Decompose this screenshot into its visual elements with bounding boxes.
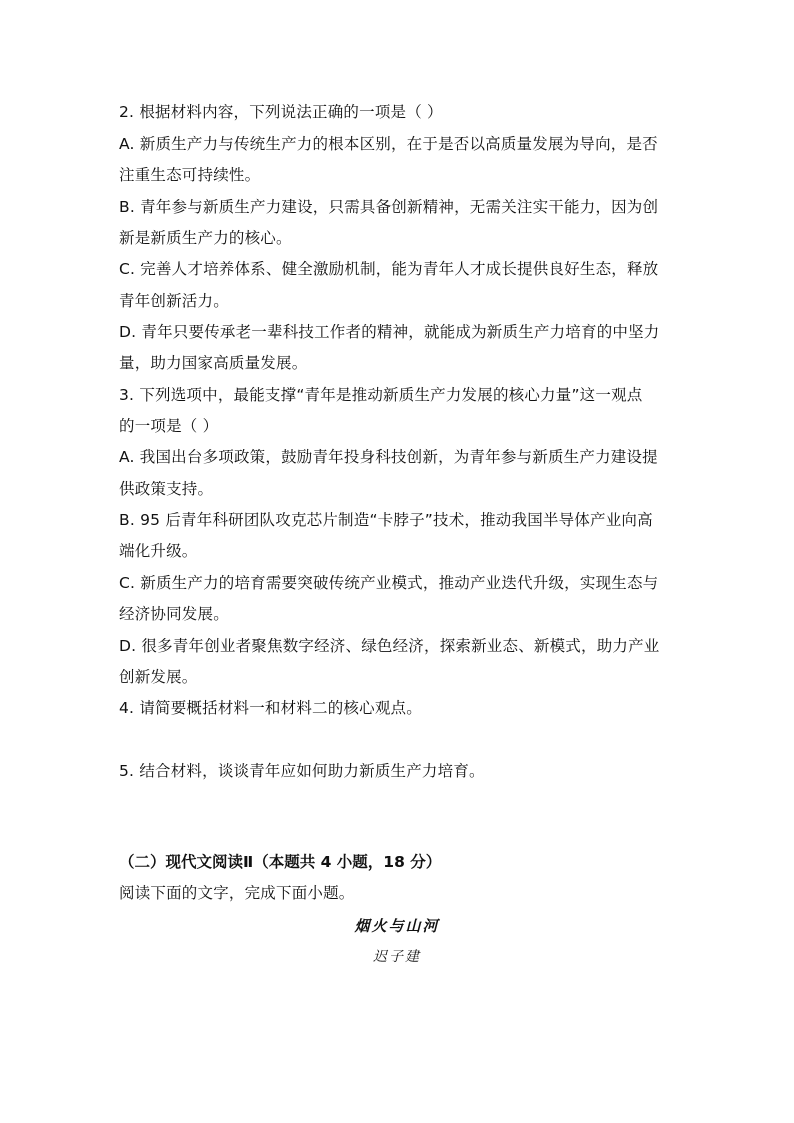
question-2-option-b: B. 青年参与新质生产力建设，只需具备创新精神，无需关注实干能力，因为创: [119, 198, 659, 216]
section-heading: （二）现代文阅读Ⅱ（本题共 4 小题，18 分）: [119, 853, 442, 871]
question-2-option-a: A. 新质生产力与传统生产力的根本区别，在于是否以高质量发展为导向，是否: [119, 135, 658, 153]
question-3-option-a: A. 我国出台多项政策，鼓励青年投身科技创新，为青年参与新质生产力建设提: [119, 448, 658, 466]
question-3-option-c-cont: 经济协同发展。: [119, 605, 229, 623]
section-instruction: 阅读下面的文字，完成下面小题。: [119, 884, 355, 902]
question-3-option-a-cont: 供政策支持。: [119, 480, 214, 498]
question-2-stem: 2. 根据材料内容，下列说法正确的一项是（ ）: [119, 103, 443, 121]
question-2-option-b-cont: 新是新质生产力的核心。: [119, 229, 292, 247]
question-2-option-d: D. 青年只要传承老一辈科技工作者的精神，就能成为新质生产力培育的中坚力: [119, 323, 660, 341]
question-2-option-d-cont: 量，助力国家高质量发展。: [119, 354, 308, 372]
question-3-option-c: C. 新质生产力的培育需要突破传统产业模式，推动产业迭代升级，实现生态与: [119, 574, 659, 592]
passage-title: 烟火与山河: [354, 917, 440, 935]
question-2-option-a-cont: 注重生态可持续性。: [119, 166, 261, 184]
question-3-option-d: D. 很多青年创业者聚焦数字经济、绿色经济，探索新业态、新模式，助力产业: [119, 637, 660, 655]
question-5: 5. 结合材料，谈谈青年应如何助力新质生产力培育。: [119, 762, 485, 780]
question-3-option-b: B. 95 后青年科研团队攻克芯片制造“卡脖子”技术，推动我国半导体产业向高: [119, 511, 653, 529]
question-2-option-c-cont: 青年创新活力。: [119, 292, 229, 310]
question-3-stem: 3. 下列选项中，最能支撑“青年是推动新质生产力发展的核心力量”这一观点: [119, 386, 643, 404]
question-3-option-d-cont: 创新发展。: [119, 668, 198, 686]
passage-author: 迟子建: [373, 949, 421, 965]
question-4: 4. 请简要概括材料一和材料二的核心观点。: [119, 699, 422, 717]
question-3-stem-cont: 的一项是（ ）: [119, 417, 219, 435]
question-3-option-b-cont: 端化升级。: [119, 542, 198, 560]
question-2-option-c: C. 完善人才培养体系、健全激励机制，能为青年人才成长提供良好生态，释放: [119, 260, 659, 278]
